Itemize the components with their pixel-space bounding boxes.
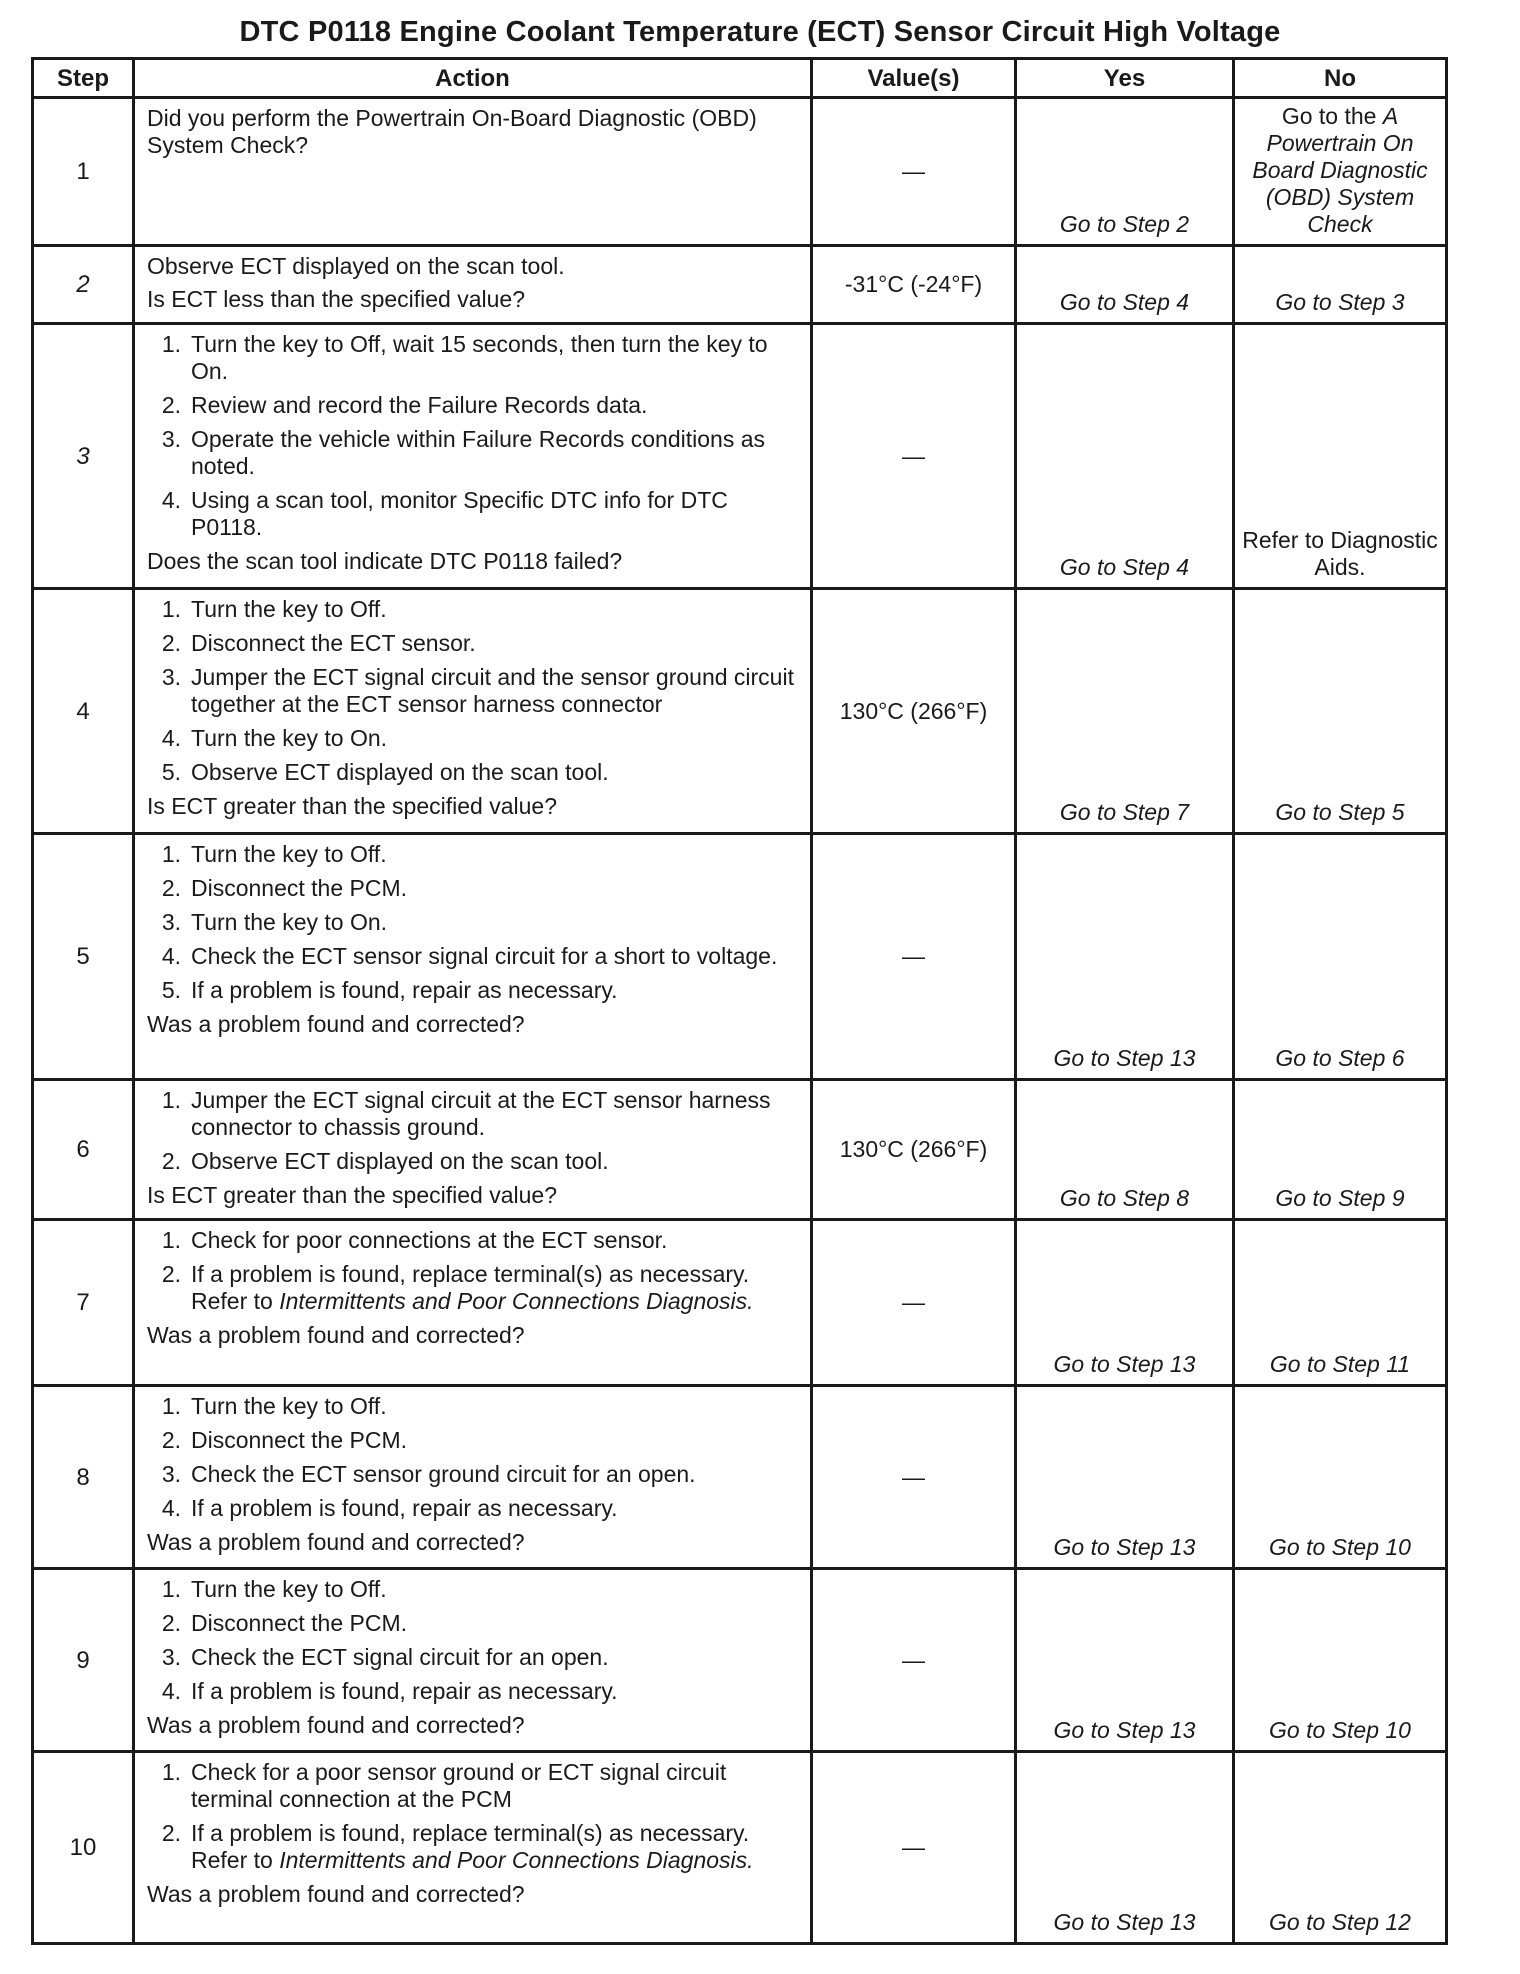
list-item: 1. Jumper the ECT signal circuit at the ECT sensor harness connector to chassis ground. xyxy=(161,1087,771,1140)
reference-link: Intermittents and Poor Connections Diagnosis. xyxy=(279,1847,754,1873)
step-number: 6 xyxy=(33,1080,134,1220)
yes-cell: Go to Step 4 xyxy=(1016,246,1234,324)
value-cell: -31°C (-24°F) xyxy=(812,246,1016,324)
no-cell: Go to Step 10 xyxy=(1234,1569,1447,1752)
list-item: 4. If a problem is found, repair as necessary. xyxy=(161,1678,618,1704)
value-cell: — xyxy=(812,98,1016,246)
list-item: 2. Disconnect the ECT sensor. xyxy=(161,630,476,656)
list-item: 3. Turn the key to On. xyxy=(161,909,388,935)
no-lead: Go to the xyxy=(1281,103,1383,129)
yes-cell: Go to Step 7 xyxy=(1016,589,1234,834)
yes-cell: Go to Step 13 xyxy=(1016,834,1234,1080)
action-text: Did you perform the Powertrain On-Board Diagnostic (OBD) System Check? xyxy=(147,105,757,158)
action-cell xyxy=(134,246,812,324)
list-item: 1. Turn the key to Off, wait 15 seconds, then turn the key to On. xyxy=(161,331,768,384)
action-cell xyxy=(134,1080,812,1220)
table-row xyxy=(33,1569,1447,1752)
no-cell: Go to Step 9 xyxy=(1234,1080,1447,1220)
list-item: 3. Jumper the ECT signal circuit and the sensor ground circuit together at the ECT sensor harness connector xyxy=(161,664,794,717)
list-item: 4. If a problem is found, repair as necessary. xyxy=(161,1495,618,1521)
list-item: 1. Check for poor connections at the ECT sensor. xyxy=(161,1227,668,1253)
no-cell: Go to Step 6 xyxy=(1234,834,1447,1080)
yes-cell: Go to Step 13 xyxy=(1016,1569,1234,1752)
value-cell: — xyxy=(812,324,1016,589)
table-row xyxy=(33,98,1447,246)
list-item: 1. Turn the key to Off. xyxy=(161,596,387,622)
no-cell: Go to Step 10 xyxy=(1234,1386,1447,1569)
no-reference: A Powertrain On Board Diagnostic (OBD) System Check xyxy=(1252,103,1428,237)
step-number: 10 xyxy=(33,1752,134,1944)
action-cell xyxy=(134,98,812,246)
diagnostic-table xyxy=(31,57,1448,1945)
list-item: 4. Turn the key to On. xyxy=(161,725,388,751)
list-item: 3. Operate the vehicle within Failure Records conditions as noted. xyxy=(161,426,766,479)
list-item: 3. Check the ECT signal circuit for an open. xyxy=(161,1644,609,1670)
value-cell: — xyxy=(812,1386,1016,1569)
action-steps xyxy=(147,1759,802,1874)
action-steps xyxy=(147,596,802,786)
list-item: 2. Disconnect the PCM. xyxy=(161,1427,408,1453)
step-number: 4 xyxy=(33,589,134,834)
yes-cell: Go to Step 4 xyxy=(1016,324,1234,589)
action-steps xyxy=(147,1227,802,1315)
action-question: Is ECT greater than the specified value? xyxy=(147,1182,557,1208)
action-cell xyxy=(134,324,812,589)
step-number: 2 xyxy=(33,246,134,324)
action-cell xyxy=(134,834,812,1080)
page-title: DTC P0118 Engine Coolant Temperature (ECT) Sensor Circuit High Voltage xyxy=(239,16,1281,48)
action-cell xyxy=(134,1569,812,1752)
no-cell: Go to Step 5 xyxy=(1234,589,1447,834)
value-cell: 130°C (266°F) xyxy=(812,1080,1016,1220)
list-item: 5. If a problem is found, repair as necessary. xyxy=(161,977,618,1003)
action-cell xyxy=(134,589,812,834)
value-cell: — xyxy=(812,1220,1016,1386)
header-yes: Yes xyxy=(1016,59,1234,98)
yes-cell: Go to Step 8 xyxy=(1016,1080,1234,1220)
no-cell xyxy=(1234,98,1447,246)
action-steps xyxy=(147,1393,802,1522)
action-steps xyxy=(147,331,802,541)
action-question: Does the scan tool indicate DTC P0118 failed? xyxy=(147,548,623,574)
yes-cell: Go to Step 2 xyxy=(1016,98,1234,246)
reference-link: Intermittents and Poor Connections Diagnosis. xyxy=(279,1288,754,1314)
value-cell: — xyxy=(812,1752,1016,1944)
list-item: 2. Observe ECT displayed on the scan tool. xyxy=(161,1148,609,1174)
list-item: 2. Disconnect the PCM. xyxy=(161,875,408,901)
list-item: 2. If a problem is found, replace terminal(s) as necessary. Refer to Intermittents and Poor Connections Diagnosis. xyxy=(161,1820,754,1873)
table-row xyxy=(33,246,1447,324)
table-row xyxy=(33,834,1447,1080)
action-steps xyxy=(147,1576,802,1705)
list-item: 2. If a problem is found, replace terminal(s) as necessary. Refer to Intermittents and Poor Connections Diagnosis. xyxy=(161,1261,754,1314)
list-item: 2. Disconnect the PCM. xyxy=(161,1610,408,1636)
list-item: 1. Turn the key to Off. xyxy=(161,1393,387,1419)
table-header-row xyxy=(33,59,1447,98)
step-number: 5 xyxy=(33,834,134,1080)
step-number: 3 xyxy=(33,324,134,589)
value-cell: — xyxy=(812,834,1016,1080)
step-number: 1 xyxy=(33,98,134,246)
action-question: Is ECT less than the specified value? xyxy=(147,286,526,312)
table-row xyxy=(33,1386,1447,1569)
list-item: 4. Check the ECT sensor signal circuit for a short to voltage. xyxy=(161,943,778,969)
header-no: No xyxy=(1234,59,1447,98)
yes-cell: Go to Step 13 xyxy=(1016,1752,1234,1944)
yes-cell: Go to Step 13 xyxy=(1016,1220,1234,1386)
action-cell xyxy=(134,1386,812,1569)
list-item: 4. Using a scan tool, monitor Specific DTC info for DTC P0118. xyxy=(161,487,728,540)
no-cell: Go to Step 3 xyxy=(1234,246,1447,324)
table-row xyxy=(33,324,1447,589)
list-item: 1. Check for a poor sensor ground or ECT signal circuit terminal connection at the PCM xyxy=(161,1759,727,1812)
value-cell: 130°C (266°F) xyxy=(812,589,1016,834)
action-question: Is ECT greater than the specified value? xyxy=(147,793,557,819)
no-cell: Go to Step 12 xyxy=(1234,1752,1447,1944)
list-item: 1. Turn the key to Off. xyxy=(161,841,387,867)
action-text: Observe ECT displayed on the scan tool. xyxy=(147,253,565,279)
header-step: Step xyxy=(33,59,134,98)
value-cell: — xyxy=(812,1569,1016,1752)
list-item: 2. Review and record the Failure Records data. xyxy=(161,392,648,418)
list-item: 1. Turn the key to Off. xyxy=(161,1576,387,1602)
table-row xyxy=(33,589,1447,834)
table-row xyxy=(33,1220,1447,1386)
action-question: Was a problem found and corrected? xyxy=(147,1712,525,1738)
header-value: Value(s) xyxy=(812,59,1016,98)
yes-cell: Go to Step 13 xyxy=(1016,1386,1234,1569)
table-row xyxy=(33,1752,1447,1944)
action-steps xyxy=(147,1087,802,1175)
action-cell xyxy=(134,1220,812,1386)
action-question: Was a problem found and corrected? xyxy=(147,1011,525,1037)
step-number: 7 xyxy=(33,1220,134,1386)
action-cell xyxy=(134,1752,812,1944)
list-item: 5. Observe ECT displayed on the scan tool. xyxy=(161,759,609,785)
action-question: Was a problem found and corrected? xyxy=(147,1881,525,1907)
list-item: 3. Check the ECT sensor ground circuit for an open. xyxy=(161,1461,696,1487)
no-cell: Go to Step 11 xyxy=(1234,1220,1447,1386)
table-row xyxy=(33,1080,1447,1220)
no-cell: Refer to Diagnostic Aids. xyxy=(1234,324,1447,589)
action-steps xyxy=(147,841,802,1004)
action-question: Was a problem found and corrected? xyxy=(147,1322,525,1348)
step-number: 9 xyxy=(33,1569,134,1752)
action-question: Was a problem found and corrected? xyxy=(147,1529,525,1555)
step-number: 8 xyxy=(33,1386,134,1569)
header-action: Action xyxy=(134,59,812,98)
